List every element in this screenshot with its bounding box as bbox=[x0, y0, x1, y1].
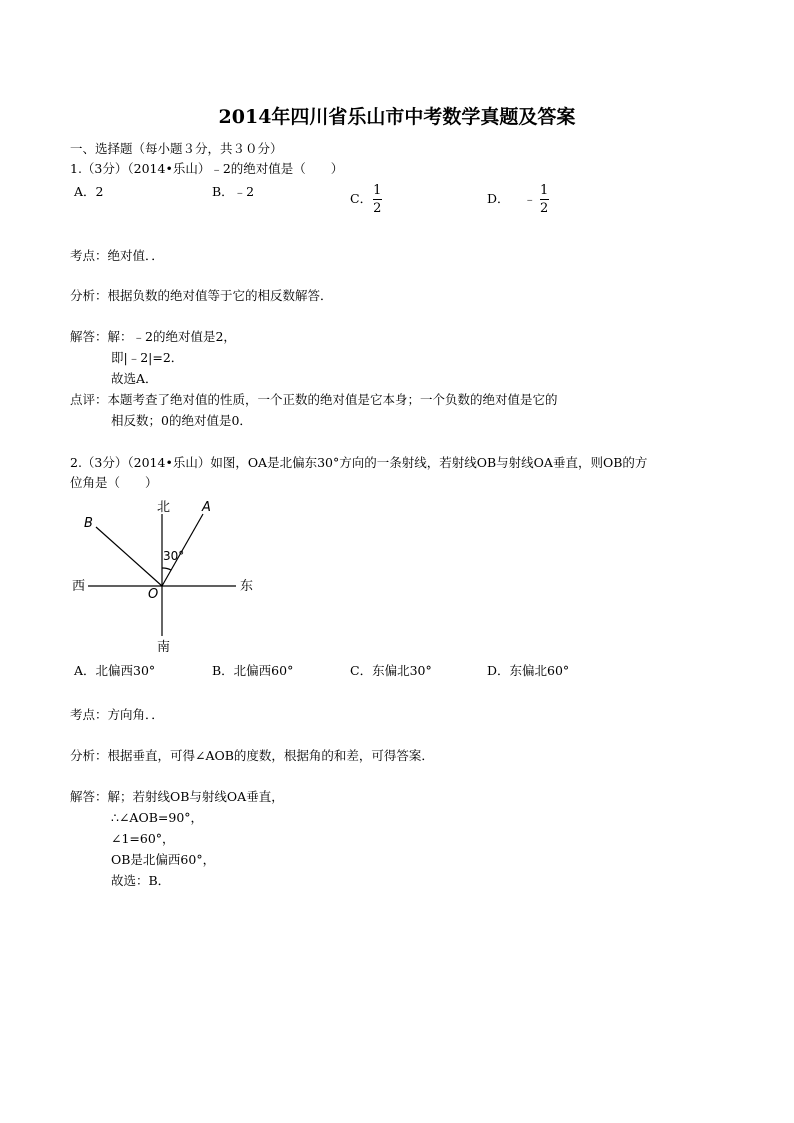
q1-jieda-line2: 即|﹣2|=2． bbox=[111, 350, 184, 365]
q2-option-a: A．北偏西30° bbox=[74, 663, 156, 678]
fraction-numerator: 1 bbox=[373, 183, 382, 198]
page-title: 2014年四川省乐山市中考数学真题及答案 bbox=[218, 106, 576, 128]
label-west: 西 bbox=[72, 579, 86, 594]
q1-jieda-line1: 解答：解：﹣2的绝对值是2， bbox=[70, 329, 236, 344]
q2-option-c: C．东偏北30° bbox=[350, 663, 432, 678]
q2-jieda-line2: ∴∠AOB=90°， bbox=[111, 810, 204, 825]
label-east: 东 bbox=[240, 579, 254, 594]
q2-option-d: D．东偏北60° bbox=[487, 663, 570, 678]
q2-jieda-line1: 解答：解；若射线OB与射线OA垂直， bbox=[70, 789, 284, 804]
angle-arc bbox=[162, 568, 171, 570]
q1-option-b: B．﹣2 bbox=[212, 184, 255, 199]
ray-ob bbox=[96, 527, 162, 586]
q2-fenxi: 分析：根据垂直，可得∠AOB的度数，根据角的和差，可得答案． bbox=[70, 748, 434, 763]
label-a: A bbox=[202, 500, 211, 515]
fraction-numerator: 1 bbox=[540, 183, 549, 198]
q1-stem: 1.（3分）（2014•乐山）﹣2的绝对值是（ ） bbox=[70, 161, 344, 176]
section-heading: 一、选择题（每小题３分，共３０分） bbox=[70, 141, 283, 156]
q1-option-d-label: D． bbox=[487, 191, 510, 207]
q1-dianping-line2: 相反数；0的绝对值是0． bbox=[111, 413, 252, 428]
q2-option-b: B．北偏西60° bbox=[212, 663, 294, 678]
label-north: 北 bbox=[157, 500, 171, 515]
q1-option-a: A．2 bbox=[74, 184, 104, 199]
q2-stem-line2: 位角是（ ） bbox=[70, 475, 158, 490]
q2-kaodian: 考点：方向角．． bbox=[70, 707, 164, 722]
label-o: O bbox=[148, 587, 159, 602]
q2-jieda-line4: OB是北偏西60°， bbox=[111, 852, 216, 867]
q1-fenxi: 分析：根据负数的绝对值等于它的相反数解答． bbox=[70, 288, 333, 303]
q2-jieda-line5: 故选：B． bbox=[111, 873, 171, 888]
label-south: 南 bbox=[157, 640, 171, 655]
q1-option-c-label: C． bbox=[350, 191, 373, 207]
fraction-denominator: 2 bbox=[540, 201, 549, 216]
q2-jieda-line3: ∠1=60°， bbox=[111, 831, 175, 846]
q2-stem-line1: 2.（3分）（2014•乐山）如图，OA是北偏东30°方向的一条射线，若射线OB与射线OA垂直，则OB的方 bbox=[70, 455, 648, 470]
minus-sign: ﹣ bbox=[523, 191, 537, 207]
fraction-denominator: 2 bbox=[373, 201, 382, 216]
label-b: B bbox=[84, 516, 93, 531]
q1-jieda-line3: 故选A． bbox=[111, 371, 158, 386]
q1-kaodian: 考点：绝对值．． bbox=[70, 248, 164, 263]
angle-label: 30° bbox=[163, 549, 185, 563]
q1-dianping-line1: 点评：本题考查了绝对值的性质，一个正数的绝对值是它本身；一个负数的绝对值是它的 bbox=[70, 392, 558, 407]
